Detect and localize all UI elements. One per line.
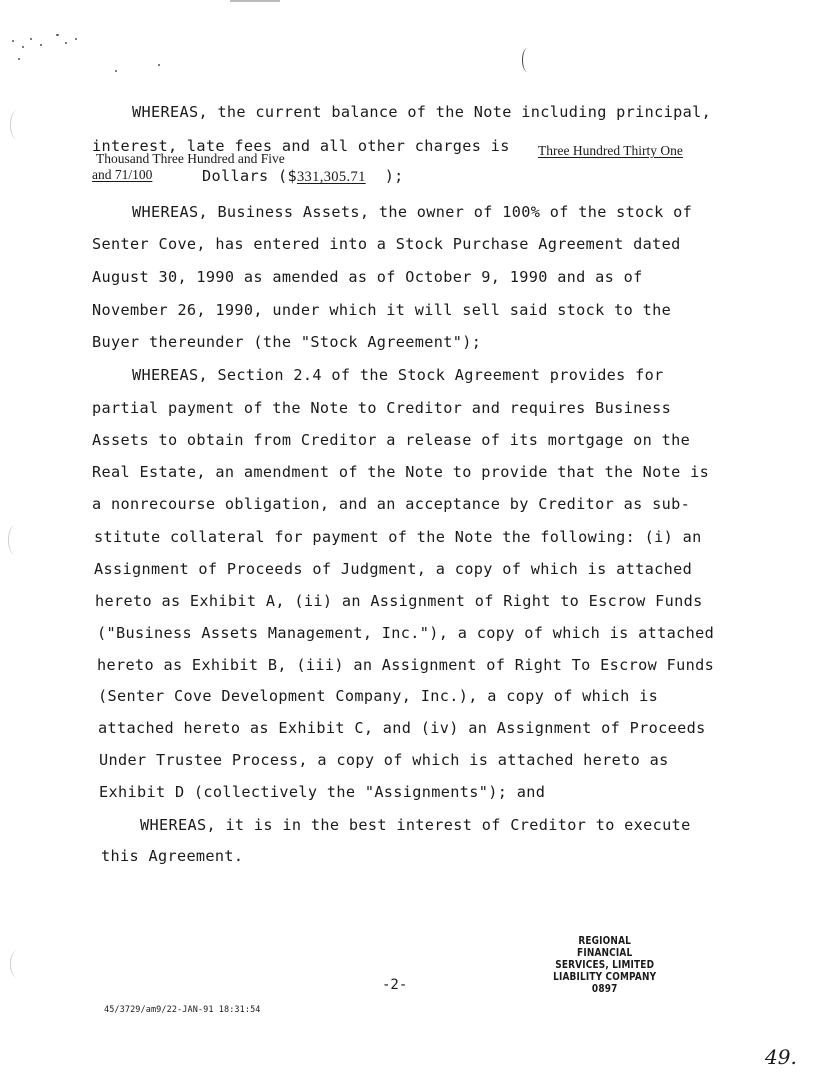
paragraph-3-line: Assets to obtain from Creditor a release of its mortgage on the [92,431,691,449]
balance-typed-text: interest, late fees and all other charges is [92,137,510,155]
scan-speck [75,38,77,40]
scan-margin-mark [10,110,25,140]
scan-speck [115,70,117,72]
scan-artifact-rule [230,0,280,2]
company-stamp: REGIONAL FINANCIAL SERVICES, LIMITED LIABILITY COMPANY 0897 [553,935,657,995]
balance-amount-number: 331,305.71 [296,169,366,185]
paragraph-3-line: Exhibit D (collectively the "Assignments"); and [99,783,546,801]
paragraph-3-line: stitute collateral for payment of the Note the following: (i) an [94,528,702,546]
paragraph-3-line: Real Estate, an amendment of the Note to provide that the Note is [92,463,710,481]
scan-speck [12,40,14,42]
scan-speck [30,38,32,40]
paragraph-2-line: WHEREAS, Business Assets, the owner of 100% of the stock of [132,203,693,221]
scan-speck [56,34,59,36]
paragraph-3-line: hereto as Exhibit B, (iii) an Assignment of Right To Escrow Funds [97,656,715,674]
paragraph-2-line: Senter Cove, has entered into a Stock Purchase Agreement dated [92,235,681,253]
scan-speck [22,46,24,48]
paragraph-3-line: Under Trustee Process, a copy of which is attached hereto as [99,751,669,769]
balance-amount-cents: and 71/100 [92,167,153,182]
paragraph-2-line: August 30, 1990 as amended as of October 9, 1990 and as of [92,268,643,286]
scan-speck [158,64,160,66]
document-footer-code: 45/3729/am9/22-JAN-91 18:31:54 [104,1005,261,1015]
balance-amount-words-2: Thousand Three Hundred and Five [96,151,285,166]
paragraph-2-line: November 26, 1990, under which it will sell said stock to the [92,301,672,319]
paragraph-3-line: WHEREAS, Section 2.4 of the Stock Agreement provides for [132,366,664,384]
paragraph-3-line: a nonrecourse obligation, and an acceptance by Creditor as sub- [92,495,691,513]
paragraph-4-line: this Agreement. [101,847,244,865]
paragraph-3-line: hereto as Exhibit A, (ii) an Assignment of Right to Escrow Funds [95,592,703,610]
handwritten-page-number: 49. [765,1045,797,1069]
scan-margin-mark [8,525,23,555]
paragraph-2-line: Buyer thereunder (the "Stock Agreement"); [92,333,482,351]
balance-amount-words-1: Three Hundred Thirty One [538,143,683,158]
scan-margin-mark [522,48,533,72]
balance-dollars-label: Dollars ($331,305.71 ); [202,167,404,185]
scan-speck [18,58,20,60]
paragraph-3-line: attached hereto as Exhibit C, and (iv) an Assignment of Proceeds [98,719,706,737]
scan-speck [40,44,42,46]
page-number: -2- [382,977,408,993]
paragraph-4-line: WHEREAS, it is in the best interest of Creditor to execute [140,816,691,834]
scan-speck [65,42,67,44]
paragraph-3-line: partial payment of the Note to Creditor and requires Business [92,399,672,417]
paragraph-1-line-1: WHEREAS, the current balance of the Note including principal, [132,103,712,121]
paragraph-3-line: ("Business Assets Management, Inc."), a copy of which is attached [97,624,715,642]
scan-margin-mark [10,950,25,978]
paragraph-3-line: (Senter Cove Development Company, Inc.), a copy of which is [98,687,659,705]
paragraph-3-line: Assignment of Proceeds of Judgment, a copy of which is attached [94,560,693,578]
